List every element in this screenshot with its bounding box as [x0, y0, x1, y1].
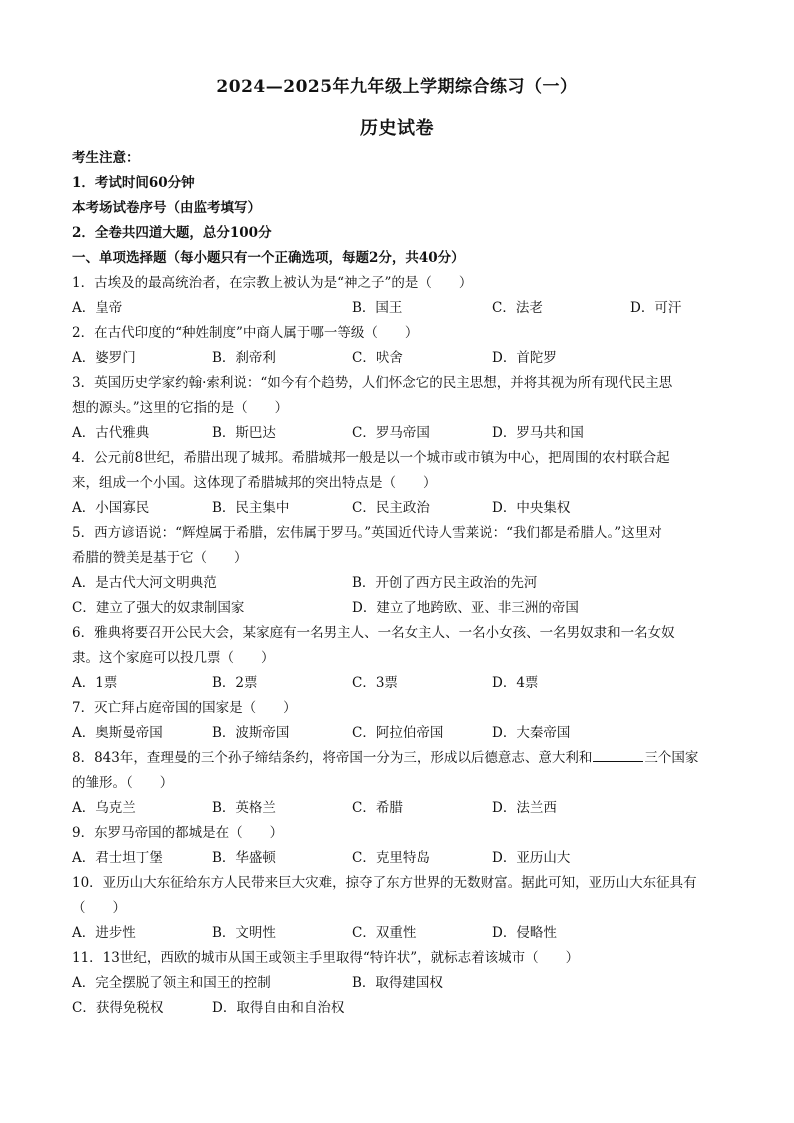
exam-content — [72, 146, 732, 1021]
option: A．是古代大河文明典范 — [72, 575, 217, 591]
option: D．可汗 — [630, 300, 682, 316]
section-heading: 一、单项选择题（每小题只有一个正确选项，每题2分，共40分） — [72, 250, 465, 266]
option: B．波斯帝国 — [212, 725, 290, 741]
option: B．民主集中 — [212, 500, 290, 516]
option: B．开创了西方民主政治的先河 — [352, 575, 538, 591]
options-row — [72, 496, 732, 521]
options-row — [72, 596, 732, 621]
notice-heading: 考生注意： — [72, 150, 140, 166]
option: A．婆罗门 — [72, 350, 136, 366]
option: C．希腊 — [352, 800, 403, 816]
option: A．小国寡民 — [72, 500, 150, 516]
option: D．罗马共和国 — [492, 425, 584, 441]
option: A．皇帝 — [72, 300, 123, 316]
question-text: 2．在古代印度的“种姓制度”中商人属于哪一等级（ ） — [72, 325, 419, 341]
question-text: 10．亚历山大东征给东方人民带来巨大灾难，掠夺了东方世界的无数财富。据此可知，亚历山大东征具有 — [72, 875, 697, 891]
question-text — [72, 746, 732, 771]
option: C．双重性 — [352, 925, 417, 941]
options-row — [72, 971, 732, 996]
question-text: 的雏形。（ ） — [72, 775, 174, 791]
question-text: （ ） — [72, 900, 126, 916]
options-row — [72, 296, 732, 321]
option: C．吠舍 — [352, 350, 403, 366]
option: A．君士坦丁堡 — [72, 850, 163, 866]
question-text: 5．西方谚语说：“辉煌属于希腊，宏伟属于罗马。”英国近代诗人雪莱说：“我们都是希腊人。”这里对 — [72, 525, 662, 541]
question-text: 7．灭亡拜占庭帝国的国家是（ ） — [72, 700, 297, 716]
option: B．英格兰 — [212, 800, 276, 816]
option: C．建立了强大的奴隶制国家 — [72, 600, 245, 616]
option: B．国王 — [352, 300, 403, 316]
option: D．建立了地跨欧、亚、非三洲的帝国 — [352, 600, 579, 616]
option: A．古代雅典 — [72, 425, 150, 441]
option: B．华盛顿 — [212, 850, 276, 866]
question-text: 想的源头。”这里的它指的是（ ） — [72, 400, 289, 416]
options-row — [72, 671, 732, 696]
option: C．民主政治 — [352, 500, 430, 516]
option: B．2票 — [212, 675, 258, 691]
option: B．取得建国权 — [352, 975, 443, 991]
answer-blank — [593, 747, 643, 762]
option: A．乌克兰 — [72, 800, 136, 816]
exam-subtitle: 历史试卷 — [360, 118, 434, 139]
options-row — [72, 846, 732, 871]
options-row — [72, 571, 732, 596]
option: D．取得自由和自治权 — [212, 1000, 345, 1016]
option: D．首陀罗 — [492, 350, 557, 366]
question-text: 4．公元前8世纪，希腊出现了城邦。希腊城邦一般是以一个城市或市镇为中心，把周围的农村联合起 — [72, 450, 670, 466]
option: A．进步性 — [72, 925, 136, 941]
option: C．罗马帝国 — [352, 425, 430, 441]
question-text: 9．东罗马帝国的都城是在（ ） — [72, 825, 284, 841]
option: C．3票 — [352, 675, 398, 691]
options-row — [72, 796, 732, 821]
question-text: 希腊的赞美是基于它（ ） — [72, 550, 248, 566]
option: D．亚历山大 — [492, 850, 571, 866]
option: A．1票 — [72, 675, 118, 691]
option: D．4票 — [492, 675, 539, 691]
question-text: 6．雅典将要召开公民大会，某家庭有一名男主人、一名女主人、一名小女孩、一名男奴隶和一名女奴 — [72, 625, 675, 641]
option: B．文明性 — [212, 925, 276, 941]
options-row — [72, 421, 732, 446]
option: D．法兰西 — [492, 800, 557, 816]
option: B．斯巴达 — [212, 425, 276, 441]
question-text: 来，组成一个小国。这体现了希腊城邦的突出特点是（ ） — [72, 475, 437, 491]
question-text: 3．英国历史学家约翰·索利说：“如今有个趋势，人们怀念它的民主思想，并将其视为所有现代民主思 — [72, 375, 673, 391]
notice-item: 本考场试卷序号（由监考填写） — [72, 200, 261, 216]
option: A．奥斯曼帝国 — [72, 725, 163, 741]
option: D．大秦帝国 — [492, 725, 571, 741]
option: A．完全摆脱了领主和国王的控制 — [72, 975, 271, 991]
option: C．法老 — [492, 300, 543, 316]
option: D．侵略性 — [492, 925, 557, 941]
option: C．克里特岛 — [352, 850, 430, 866]
option: C．阿拉伯帝国 — [352, 725, 444, 741]
notice-item: 2．全卷共四道大题，总分100分 — [72, 225, 272, 241]
option: D．中央集权 — [492, 500, 571, 516]
question-text: 1．古埃及的最高统治者，在宗教上被认为是“神之子”的是（ ） — [72, 275, 473, 291]
notice-item: 1．考试时间60分钟 — [72, 175, 195, 191]
options-row — [72, 921, 732, 946]
question-text-part: 8．843年，查理曼的三个孙子缔结条约，将帝国一分为三，形成以后德意志、意大利和 — [72, 750, 593, 766]
option: C．获得免税权 — [72, 1000, 164, 1016]
option: B．刹帝利 — [212, 350, 276, 366]
options-row — [72, 346, 732, 371]
options-row — [72, 996, 732, 1021]
question-text: 隶。这个家庭可以投几票（ ） — [72, 650, 275, 666]
question-text: 11．13世纪，西欧的城市从国王或领主手里取得“特许状”，就标志着该城市（ ） — [72, 950, 580, 966]
exam-title: 2024—2025年九年级上学期综合练习（一） — [216, 77, 578, 97]
question-text-part: 三个国家 — [644, 750, 699, 766]
options-row — [72, 721, 732, 746]
